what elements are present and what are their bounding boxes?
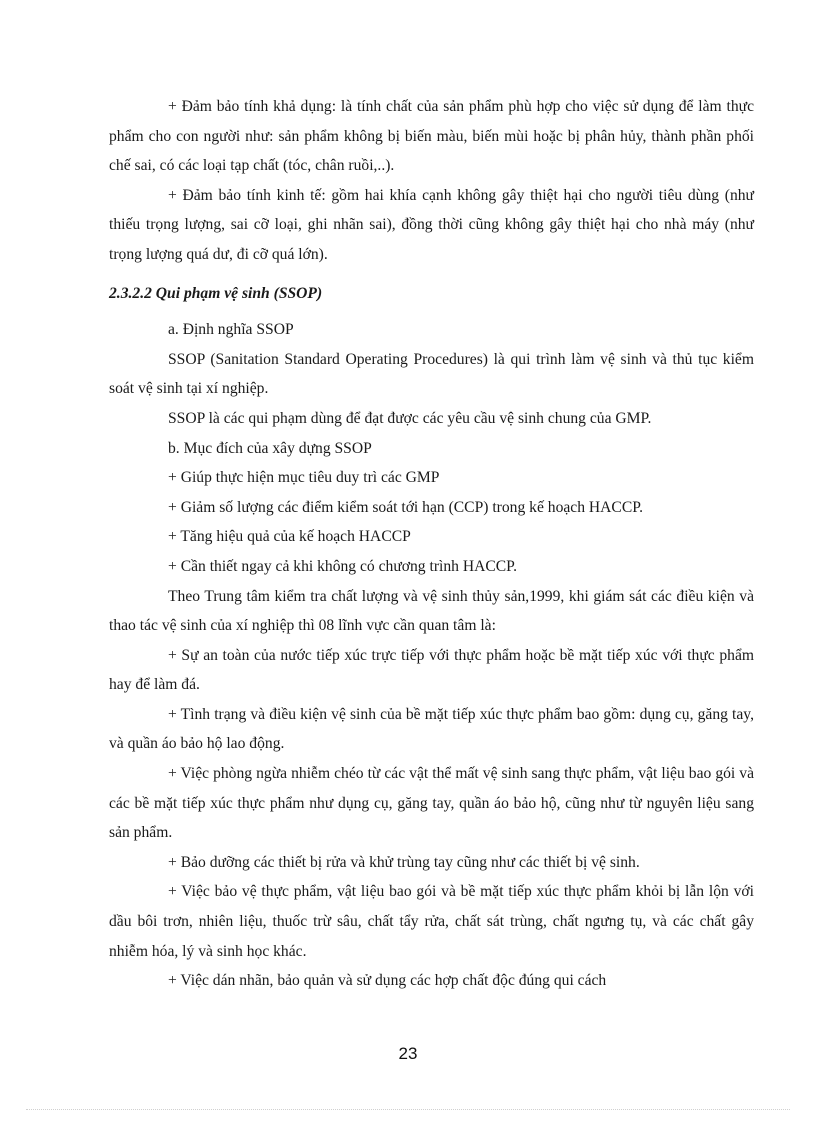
list-item-purpose-gmp: + Giúp thực hiện mục tiêu duy trì các GMP xyxy=(168,469,440,487)
list-item-purpose-ccp: + Giảm số lượng các điểm kiểm soát tới hạn (CCP) trong kế hoạch HACCP. xyxy=(168,498,644,516)
list-item-ssop-purpose-title: b. Mục đích của xây dựng SSOP xyxy=(168,439,372,457)
paragraph-monitoring-areas: Theo Trung tâm kiểm tra chất lượng và vệ sinh thủy sản,1999, khi giám sát các điều kiện và thao tác vệ sinh của xí nghiệp thì 08 lĩnh vực cần quan tâm là: xyxy=(109,587,754,635)
list-item-toxic-compounds: + Việc dán nhãn, bảo quản và sử dụng các hợp chất độc đúng qui cách xyxy=(168,972,607,990)
list-item-adulteration: + Việc bảo vệ thực phẩm, vật liệu bao gói và bề mặt tiếp xúc thực phẩm khỏi bị lẫn lộn với dầu bôi trơn, nhiên liệu, thuốc trừ sâu, chất tẩy rửa, chất sát trùng, chất ngưng tụ, và các chất gây nhiễm hóa, lý và sinh học khác. xyxy=(109,883,754,960)
paragraph-ssop-gmp: SSOP là các qui phạm dùng để đạt được các yêu cầu vệ sinh chung của GMP. xyxy=(168,409,652,427)
paragraph-ssop-definition: SSOP (Sanitation Standard Operating Procedures) là qui trình làm vệ sinh và thủ tục kiểm soát vệ sinh tại xí nghiệp. xyxy=(109,350,754,398)
list-item-cross-contamination: + Việc phòng ngừa nhiễm chéo từ các vật thể mất vệ sinh sang thực phẩm, vật liệu bao gói và các bề mặt tiếp xúc thực phẩm như dụng cụ, găng tay, quần áo bảo hộ, cũng như từ nguyên liệu sang sản phẩm. xyxy=(109,765,754,842)
list-item-water-safety: + Sự an toàn của nước tiếp xúc trực tiếp với thực phẩm hoặc bề mặt tiếp xúc với thực phẩm hay để làm đá. xyxy=(109,646,754,694)
document-body xyxy=(109,92,754,996)
page-number: 23 xyxy=(398,1044,418,1063)
list-item-purpose-haccp-necessary: + Cần thiết ngay cả khi không có chương trình HACCP. xyxy=(168,557,518,575)
list-item-hand-washing: + Bảo dưỡng các thiết bị rửa và khử trùng tay cũng như các thiết bị vệ sinh. xyxy=(168,853,640,871)
list-item-ssop-definition-title: a. Định nghĩa SSOP xyxy=(168,321,294,339)
paragraph-economy: + Đảm bảo tính kinh tế: gồm hai khía cạnh không gây thiệt hại cho người tiêu dùng (như thiếu trọng lượng, sai cỡ loại, ghi nhãn sai), đồng thời cũng không gây thiệt hại cho nhà máy (như trọng lượng quá dư, đi cỡ quá lớn). xyxy=(109,186,754,263)
list-item-contact-surfaces: + Tình trạng và điều kiện vệ sinh của bề mặt tiếp xúc thực phẩm bao gồm: dụng cụ, găng tay, và quần áo bảo hộ lao động. xyxy=(109,705,754,753)
section-heading: 2.3.2.2 Qui phạm vệ sinh (SSOP) xyxy=(109,284,323,302)
list-item-purpose-haccp-efficiency: + Tăng hiệu quả của kế hoạch HACCP xyxy=(168,528,411,546)
paragraph-usability: + Đảm bảo tính khả dụng: là tính chất của sản phẩm phù hợp cho việc sử dụng để làm thực phẩm cho con người như: sản phẩm không bị biến màu, biến mùi hoặc bị phân hủy, thành phần phối chế sai, có các loại tạp chất (tóc, chân ruồi,..). xyxy=(109,98,754,175)
